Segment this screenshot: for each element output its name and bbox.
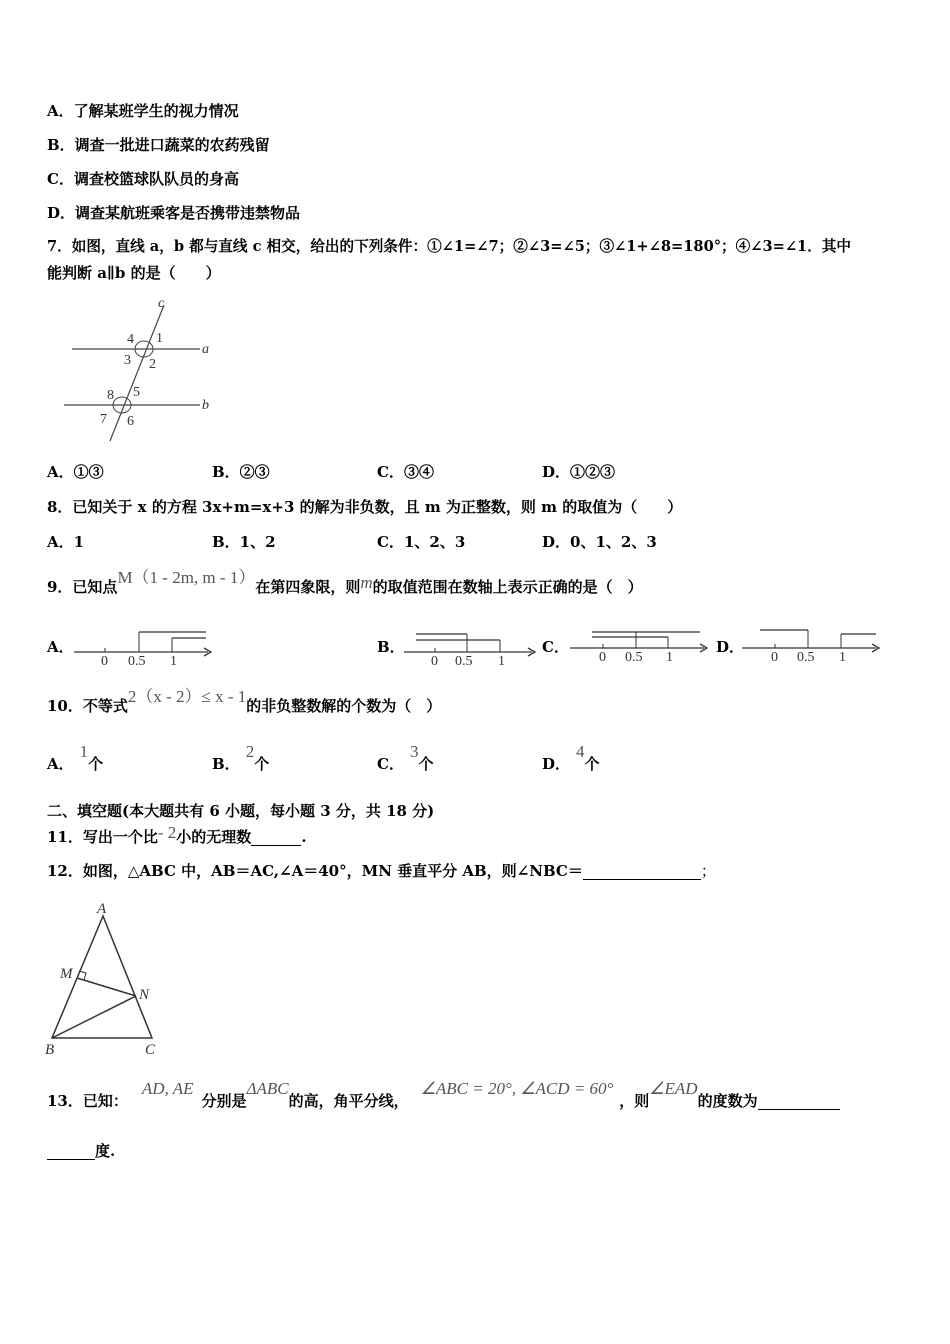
q13-math-ead: ∠EAD [649,1079,698,1098]
q13-math-abc: ΔABC [246,1079,289,1098]
q10-prefix: 10．不等式 [47,697,128,715]
q8-option-d: D．0、1、2、3 [542,533,657,551]
tick-0-5: 0.5 [128,654,146,669]
label-5: 5 [133,385,140,400]
label-M: M [60,966,73,982]
label-2: 2 [149,357,156,372]
q13-stem-line2: 度. [47,1142,115,1160]
q10-option-b: B．2个 [212,742,270,773]
q9-m-math: m [360,573,373,592]
q7-option-c: C．③④ [377,463,434,481]
q9-number-line-c [570,624,710,664]
label-8: 8 [107,388,114,403]
label-6: 6 [127,414,134,429]
q9-number-line-a [74,628,214,668]
q7-option-d: D．①②③ [542,463,616,481]
label-b: b [202,398,209,413]
q9-number-line-d [742,624,882,664]
section-2-heading: 二、填空题(本大题共有 6 小题，每小题 3 分，共 18 分) [47,802,435,820]
tick-0-5: 0.5 [625,650,643,665]
label-A: A [97,901,107,917]
q7-stem-line2: 能判断 a∥b 的是（ ） [47,264,221,282]
label-B: B [45,1042,55,1058]
q13-math-angles: ∠ABC = 20°, ∠ACD = 60° [420,1079,614,1098]
q12-stem: 12．如图，△ABC 中，AB＝AC,∠A＝40°，MN 垂直平分 AB，则∠NBC＝ ； [47,862,716,880]
tick-0: 0 [599,650,606,665]
tick-0: 0 [771,650,778,665]
q11-stem: 11．写出一个比- 2小的无理数 . [47,823,307,846]
q9-prefix: 9．已知点 [47,578,118,596]
label-a: a [202,342,209,357]
q9-point-math: M（1 - 2m, m - 1） [117,568,256,587]
q11-math: - 2 [157,823,177,842]
label-3: 3 [124,353,131,368]
q13-answer-blank-2[interactable] [47,1145,95,1160]
tick-1: 1 [498,654,505,669]
q13-math-ad-ae: AD, AE [141,1079,194,1098]
tick-1: 1 [666,650,673,665]
q8-option-c: C．1、2、3 [377,533,466,551]
q11-answer-blank[interactable] [251,831,301,846]
q6-option-a: A．了解某班学生的视力情况 [47,102,239,120]
q12-answer-blank[interactable] [583,865,701,880]
q7-parallel-lines-figure [60,295,220,445]
label-4: 4 [127,332,134,347]
q10-option-a: A．1个 [47,742,104,773]
q7-option-b: B．②③ [212,463,270,481]
tick-1: 1 [839,650,846,665]
q9-option-d-label: D． [716,638,745,656]
tick-0: 0 [101,654,108,669]
line-c [110,305,164,441]
q9-mid: 在第四象限，则 [255,578,361,596]
q10-option-d: D．4个 [542,742,600,773]
q10-inequality-math: 2（x - 2）≤ x - 1 [127,687,247,706]
q6-option-d: D．调查某航班乘客是否携带违禁物品 [47,204,301,222]
label-c: c [158,296,165,311]
q9-option-c-label: C． [542,638,569,656]
q9-number-line-b [404,628,539,668]
tick-0-5: 0.5 [455,654,473,669]
q13-stem-line1: 13．已知：AD, AE分别是ΔABC的高，角平分线，∠ABC = 20°, ∠ACD = 60°，则∠EAD的度数为 [47,1092,840,1110]
label-1: 1 [156,331,163,346]
q9-option-a-label: A． [47,638,74,656]
label-N: N [139,987,150,1003]
q8-option-b: B．1、2 [212,533,276,551]
q9-option-b-label: B． [377,638,405,656]
label-7: 7 [100,412,107,427]
q10-stem [47,687,442,715]
label-C: C [145,1042,156,1058]
q7-stem-line1: 7．如图，直线 a，b 都与直线 c 相交，给出的下列条件：①∠1=∠7；②∠3=∠5；③∠1+∠8=180°；④∠3=∠1．其中 [47,238,851,255]
q10-option-c: C．3个 [377,742,434,773]
tick-1: 1 [170,654,177,669]
q6-option-c: C．调查校篮球队队员的身高 [47,170,239,188]
q8-option-a: A．1 [47,533,85,551]
tick-0-5: 0.5 [797,650,815,665]
tick-0: 0 [431,654,438,669]
q7-option-a: A．①③ [47,463,104,481]
q6-option-b: B．调查一批进口蔬菜的农药残留 [47,136,270,154]
q13-answer-blank-1[interactable] [758,1095,840,1110]
q10-suffix: 的非负整数解的个数为（ ） [246,697,442,715]
q9-suffix: 的取值范围在数轴上表示正确的是（ ） [372,578,643,596]
q9-stem [47,568,643,596]
q12-triangle-figure [40,898,170,1063]
q8-stem: 8．已知关于 x 的方程 3x+m=x+3 的解为非负数，且 m 为正整数，则 m 的取值为（ ） [47,498,683,516]
